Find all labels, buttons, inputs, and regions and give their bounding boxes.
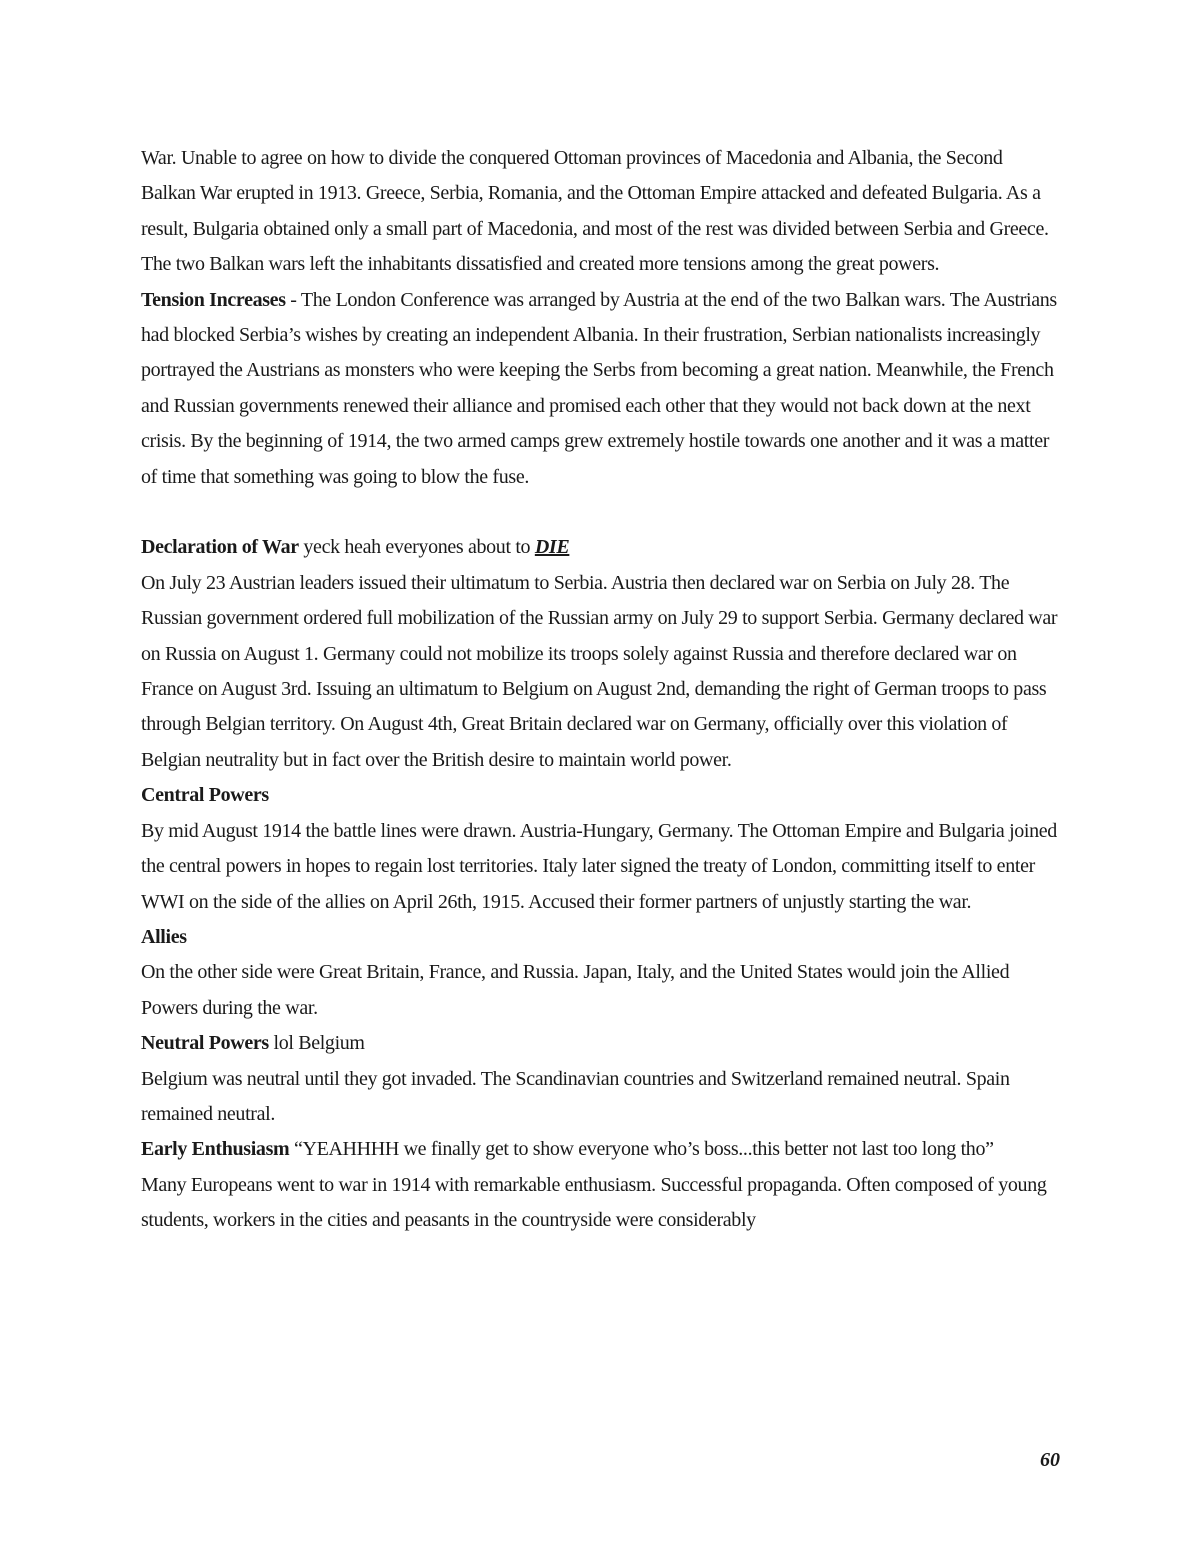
declaration-die-emphasis: DIE	[534, 536, 570, 559]
paragraph-neutral-powers: Belgium was neutral until they got invaded. The Scandinavian countries and Switzerland remained neutral. Spain remained neutral.	[141, 1067, 1010, 1125]
declaration-note: yeck heah everyones about to	[298, 536, 535, 559]
heading-line-neutral	[141, 1026, 1061, 1061]
heading-central-powers	[141, 778, 1061, 813]
heading-declaration-of-war: Declaration of War	[141, 536, 299, 559]
page-number: 60	[1040, 1449, 1060, 1471]
paragraph-declaration-of-war: On July 23 Austrian leaders issued their ultimatum to Serbia. Austria then declared war on Serbia on July 28. The Russian government ordered full mobilization of the Russian army on July 29 to support Serbia. Germany declared war on Russia on August 1. Germany could not mobilize its troops solely against Russia and therefore declared war on France on August 3rd. Issuing an ultimatum to Belgium on August 2nd, demanding the right of German troops to pass through Belgian territory. On August 4th, Great Britain declared war on Germany, officially over this violation of Belgian neutrality but in fact over the British desire to maintain world power.	[141, 571, 1058, 771]
paragraph-balkan-wars: War. Unable to agree on how to divide the conquered Ottoman provinces of Macedonia and Albania, the Second Balkan War erupted in 1913. Greece, Serbia, Romania, and the Ottoman Empire attacked and defeated Bulgaria. As a result, Bulgaria obtained only a small part of Macedonia, and most of the rest was divided between Serbia and Greece. The two Balkan wars left the inhabitants dissatisfied and created more tensions among the great powers.	[141, 147, 1049, 276]
document-body	[141, 141, 1061, 1239]
paragraph-allies: On the other side were Great Britain, France, and Russia. Japan, Italy, and the United States would join the Allied Powers during the war.	[141, 961, 1010, 1019]
paragraph-tension-increases	[141, 283, 1061, 495]
neutral-note: lol Belgium	[268, 1032, 365, 1055]
paragraph-central-powers: By mid August 1914 the battle lines were drawn. Austria-Hungary, Germany. The Ottoman Empire and Bulgaria joined the central powers in hopes to regain lost territories. Italy later signed the treaty of London, committing itself to enter WWI on the side of the allies on April 26th, 1915. Accused their former partners of unjustly starting the war.	[141, 819, 1057, 913]
heading-tension-increases: Tension Increases	[141, 288, 286, 311]
heading-line-enthusiasm	[141, 1132, 1061, 1167]
enthusiasm-note: “YEAHHHH we finally get to show everyone who’s boss...this better not last too long tho”	[289, 1138, 994, 1161]
heading-central-powers-text: Central Powers	[141, 784, 269, 807]
heading-allies-text: Allies	[141, 925, 187, 948]
blank-line	[141, 495, 1061, 530]
tension-increases-text: - The London Conference was arranged by Austria at the end of the two Balkan wars. The Austrians had blocked Serbia’s wishes by creating an independent Albania. In their frustration, Serbian nationalists increasingly portrayed the Austrians as monsters who were keeping the Serbs from becoming a great nation. Meanwhile, the French and Russian governments renewed their alliance and promised each other that they would not back down at the next crisis. By the beginning of 1914, the two armed camps grew extremely hostile towards one another and it was a matter of time that something was going to blow the fuse.	[141, 288, 1057, 488]
heading-line-declaration	[141, 530, 1061, 565]
heading-neutral-powers: Neutral Powers	[141, 1032, 269, 1055]
heading-allies	[141, 920, 1061, 955]
heading-early-enthusiasm: Early Enthusiasm	[141, 1138, 290, 1161]
paragraph-early-enthusiasm: Many Europeans went to war in 1914 with remarkable enthusiasm. Successful propaganda. Often composed of young students, workers in the cities and peasants in the countryside were considerably	[141, 1173, 1047, 1232]
